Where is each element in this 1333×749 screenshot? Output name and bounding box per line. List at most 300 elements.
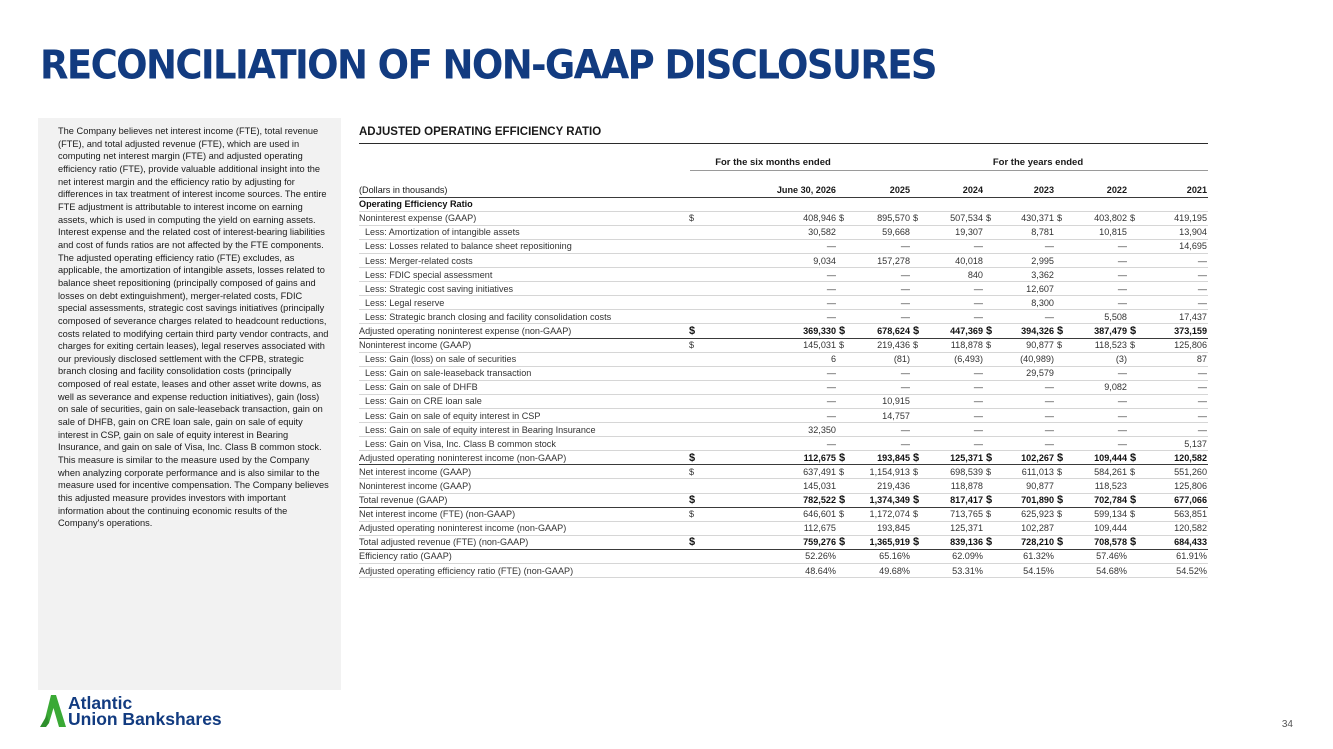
cell-value: 14,757 [882,410,910,421]
cell-value: 219,436 [877,340,910,351]
currency-symbol [1128,352,1138,366]
cell-value: 109,444 [1094,452,1127,463]
cell-value: 54.15% [1023,565,1054,576]
column-header-2023: 2023 [1033,184,1054,195]
currency-symbol [837,409,847,423]
currency-symbol: $ [913,466,919,477]
group-header-divider [690,170,1208,171]
row-label: Noninterest expense (GAAP) [359,213,477,224]
cell-value: 193,845 [877,452,910,463]
cell-value: 684,433 [1174,537,1207,548]
cell-value: 193,845 [877,523,910,534]
currency-symbol [1128,423,1138,437]
currency-symbol: $ [689,451,696,464]
table-header-row [359,183,1208,197]
cell-value: 61.32% [1023,551,1054,562]
cell-value: — [826,311,836,322]
cell-value: — [900,382,910,393]
currency-symbol [687,423,697,437]
cell-value: 728,210 [1021,537,1054,548]
currency-symbol [687,310,697,324]
cell-value: 394,326 [1021,325,1054,336]
row-label: Adjusted operating noninterest income (non-GAAP) [359,523,567,534]
currency-symbol [911,549,921,563]
cell-value: — [973,311,983,322]
cell-value: — [1044,438,1054,449]
table-row [359,535,1208,549]
currency-symbol [911,437,921,451]
currency-symbol [837,366,847,380]
cell-value: 702,784 [1094,495,1127,506]
cell-value: 125,371 [950,523,983,534]
cell-value: — [1044,396,1054,407]
currency-symbol [687,282,697,296]
table-row [359,465,1208,479]
cell-value: 120,582 [1174,523,1207,534]
currency-symbol [687,380,697,394]
cell-value: — [1117,297,1127,308]
cell-value: 61.91% [1176,551,1207,562]
currency-symbol [837,437,847,451]
cell-value: 1,365,919 [869,537,910,548]
cell-value: 403,802 [1094,213,1127,224]
cell-value: 30,582 [808,227,836,238]
table-row [359,366,1208,380]
currency-symbol [687,394,697,408]
currency-symbol [984,423,994,437]
currency-symbol: $ [839,213,845,224]
currency-symbol: $ [689,213,695,224]
currency-symbol [687,549,697,563]
currency-symbol: $ [1130,213,1136,224]
row-label: Less: Gain on Visa, Inc. Class B common stock [365,438,556,449]
currency-symbol [837,296,847,310]
row-label: Less: Gain on sale of equity interest in CSP [365,410,541,421]
cell-value: 1,172,074 [869,509,910,520]
cell-value: — [826,283,836,294]
cell-value: 54.68% [1096,565,1127,576]
group-header-six-months: For the six months ended [715,157,831,168]
row-label: Less: Losses related to balance sheet repositioning [365,241,572,252]
currency-symbol [1055,366,1065,380]
currency-symbol [911,394,921,408]
cell-value: (3) [1115,354,1127,365]
page-title: RECONCILIATION OF NON-GAAP DISCLOSURES [40,42,936,89]
table-row [359,564,1208,578]
cell-value: — [973,438,983,449]
currency-symbol: $ [986,340,992,351]
table-row [359,296,1208,310]
currency-symbol [1055,394,1065,408]
cell-value: — [973,410,983,421]
cell-value: — [1044,424,1054,435]
currency-symbol: $ [839,340,845,351]
row-label: Efficiency ratio (GAAP) [359,551,452,562]
row-label: Less: Gain on CRE loan sale [365,396,482,407]
currency-symbol [837,564,847,578]
table-row [359,394,1208,408]
cell-value: 6 [830,354,836,365]
row-label: Less: Merger-related costs [365,255,473,266]
currency-symbol [837,253,847,267]
cell-value: 54.52% [1176,565,1207,576]
currency-symbol [1055,282,1065,296]
cell-value: 120,582 [1174,452,1207,463]
cell-value: 118,523 [1094,340,1127,351]
row-label: Less: Strategic cost saving initiatives [365,283,514,294]
currency-symbol: $ [689,536,696,549]
table-row [359,352,1208,366]
row-label: Less: FDIC special assessment [365,269,493,280]
currency-symbol [984,352,994,366]
currency-symbol [687,352,697,366]
cell-value: 8,781 [1031,227,1054,238]
currency-symbol [837,394,847,408]
currency-symbol: $ [986,509,992,520]
currency-symbol: $ [689,324,696,337]
cell-value: — [973,424,983,435]
currency-symbol [1128,409,1138,423]
row-label: Adjusted operating efficiency ratio (FTE) (non-GAAP) [359,565,574,576]
cell-value: — [973,396,983,407]
currency-symbol [687,521,697,535]
currency-symbol [984,394,994,408]
currency-symbol [911,253,921,267]
cell-value: 387,479 [1094,325,1127,336]
logo-text-line1: Atlantic [68,693,133,713]
cell-value: 678,624 [877,325,910,336]
table-row [359,324,1208,338]
currency-symbol: $ [1057,466,1063,477]
table-row [359,409,1208,423]
section-label-row [359,197,1208,211]
cell-value: 145,031 [803,481,836,492]
cell-value: 563,851 [1174,509,1207,520]
cell-value: — [1197,382,1207,393]
currency-symbol [837,352,847,366]
cell-value: — [826,396,836,407]
cell-value: — [900,269,910,280]
cell-value: 102,267 [1021,452,1054,463]
currency-symbol: $ [689,466,695,477]
table-row [359,507,1208,521]
currency-symbol: $ [913,213,919,224]
currency-symbol [687,225,697,239]
cell-value: (6,493) [954,354,983,365]
cell-value: 65.16% [879,551,910,562]
cell-value: 48.64% [805,565,836,576]
row-label: Less: Gain on sale-leaseback transaction [365,368,532,379]
row-label: Less: Gain (loss) on sale of securities [365,354,517,365]
cell-value: — [1197,283,1207,294]
cell-value: — [1197,269,1207,280]
cell-value: — [973,297,983,308]
cell-value: 52.26% [805,551,836,562]
currency-symbol [837,521,847,535]
cell-value: 29,579 [1026,368,1054,379]
row-label: Noninterest income (GAAP) [359,340,472,351]
table-row [359,253,1208,267]
currency-symbol [984,225,994,239]
cell-value: — [900,438,910,449]
table-row [359,310,1208,324]
row-label: Net interest income (FTE) (non-GAAP) [359,509,516,520]
sidebar-panel [38,118,341,690]
page-number: 34 [1281,719,1293,730]
currency-symbol [911,268,921,282]
row-label: Less: Amortization of intangible assets [365,227,520,238]
group-header-years: For the years ended [992,157,1084,168]
currency-symbol: $ [689,494,696,507]
currency-symbol: $ [986,494,993,507]
currency-symbol [984,549,994,563]
currency-symbol [911,310,921,324]
table-row [359,521,1208,535]
table-row [359,282,1208,296]
cell-value: — [1197,255,1207,266]
currency-symbol [911,380,921,394]
cell-value: — [1197,396,1207,407]
currency-symbol [911,564,921,578]
cell-value: 584,261 [1094,466,1127,477]
table-row [359,479,1208,493]
currency-symbol [687,409,697,423]
cell-value: 102,287 [1021,523,1054,534]
cell-value: 430,371 [1021,213,1054,224]
currency-symbol: $ [986,324,993,337]
cell-value: 839,136 [950,537,983,548]
table-row [359,437,1208,451]
cell-value: — [973,368,983,379]
cell-value: — [1044,410,1054,421]
currency-symbol [1055,479,1065,493]
currency-symbol [984,521,994,535]
cell-value: 782,522 [803,495,836,506]
logo-text-line2: Union Bankshares [68,709,222,729]
currency-symbol: $ [1130,466,1136,477]
currency-symbol [1055,437,1065,451]
cell-value: 118,878 [950,340,983,351]
cell-value: 373,159 [1174,325,1207,336]
cell-value: — [1117,269,1127,280]
currency-symbol: $ [986,451,993,464]
efficiency-ratio-table [359,183,1208,578]
currency-symbol [1128,239,1138,253]
cell-value: 10,815 [1099,227,1127,238]
cell-value: 19,307 [955,227,983,238]
currency-symbol [837,225,847,239]
cell-value: (81) [893,354,910,365]
row-label: Noninterest income (GAAP) [359,481,472,492]
currency-symbol: $ [1057,324,1064,337]
cell-value: 9,034 [813,255,836,266]
cell-value: — [1117,283,1127,294]
section-label: Operating Efficiency Ratio [359,199,473,210]
currency-symbol: $ [1130,509,1136,520]
cell-value: 677,066 [1174,495,1207,506]
cell-value: 57.46% [1096,551,1127,562]
currency-symbol [687,268,697,282]
currency-symbol [1128,225,1138,239]
currency-symbol: $ [839,451,846,464]
table-row [359,549,1208,563]
currency-symbol [837,310,847,324]
currency-symbol [687,366,697,380]
cell-value: 408,946 [803,213,836,224]
currency-symbol [984,366,994,380]
cell-value: 62.09% [952,551,983,562]
table-row [359,239,1208,253]
currency-symbol: $ [1130,536,1137,549]
cell-value: 112,675 [803,523,836,534]
currency-symbol [984,564,994,578]
currency-symbol [1055,268,1065,282]
cell-value: 8,300 [1031,297,1054,308]
currency-symbol [1055,296,1065,310]
cell-value: 646,601 [803,509,836,520]
cell-value: — [1117,368,1127,379]
currency-symbol: $ [1130,340,1136,351]
currency-symbol [911,521,921,535]
cell-value: — [826,269,836,280]
currency-symbol: $ [839,536,846,549]
cell-value: 817,417 [950,495,983,506]
row-label: Adjusted operating noninterest income (non-GAAP) [359,452,567,463]
cell-value: — [826,382,836,393]
cell-value: — [900,311,910,322]
cell-value: 625,923 [1021,509,1054,520]
currency-symbol [1128,366,1138,380]
cell-value: 895,570 [877,213,910,224]
cell-value: — [1197,410,1207,421]
currency-symbol [1128,437,1138,451]
cell-value: 369,330 [803,325,836,336]
currency-symbol [984,409,994,423]
currency-symbol [911,423,921,437]
currency-symbol [911,479,921,493]
currency-symbol [1055,352,1065,366]
row-label: Less: Gain on sale of DHFB [365,382,478,393]
column-header-2024: 2024 [962,184,983,195]
cell-value: 59,668 [882,227,910,238]
cell-value: 125,371 [950,452,983,463]
row-label: Less: Gain on sale of equity interest in Bearing Insurance [365,424,596,435]
currency-symbol [911,352,921,366]
cell-value: — [826,241,836,252]
cell-value: 125,806 [1174,481,1207,492]
currency-symbol [1055,253,1065,267]
cell-value: — [826,438,836,449]
cell-value: 17,437 [1179,311,1207,322]
cell-value: 3,362 [1031,269,1054,280]
cell-value: (40,989) [1020,354,1054,365]
cell-value: — [973,241,983,252]
currency-symbol [984,310,994,324]
cell-value: 87 [1196,354,1207,365]
currency-symbol [984,239,994,253]
currency-symbol [1055,409,1065,423]
row-label: Total revenue (GAAP) [359,495,448,506]
cell-value: 713,765 [950,509,983,520]
currency-symbol: $ [1057,213,1063,224]
currency-symbol: $ [913,324,920,337]
cell-value: — [900,283,910,294]
cell-value: 118,878 [950,481,983,492]
currency-symbol [984,479,994,493]
table-row [359,268,1208,282]
currency-symbol [1128,394,1138,408]
cell-value: 708,578 [1094,537,1127,548]
currency-symbol [1128,296,1138,310]
cell-value: 611,013 [1021,466,1054,477]
cell-value: 840 [967,269,983,280]
column-header-label: (Dollars in thousands) [359,184,448,195]
currency-symbol: $ [1130,324,1137,337]
cell-value: — [1044,311,1054,322]
currency-symbol: $ [1057,509,1063,520]
currency-symbol [687,239,697,253]
cell-value: — [900,424,910,435]
currency-symbol: $ [1057,494,1064,507]
cell-value: 759,276 [803,537,836,548]
currency-symbol [1128,282,1138,296]
currency-symbol [984,296,994,310]
currency-symbol [837,268,847,282]
cell-value: 507,534 [950,213,983,224]
currency-symbol [984,380,994,394]
currency-symbol [837,479,847,493]
currency-symbol [837,282,847,296]
cell-value: 698,539 [950,466,983,477]
cell-value: — [826,410,836,421]
currency-symbol [1128,268,1138,282]
column-header-2021: 2021 [1186,184,1207,195]
title-divider [359,143,1208,144]
cell-value: 1,154,913 [869,466,910,477]
currency-symbol [1055,380,1065,394]
row-label: Less: Legal reserve [365,297,445,308]
currency-symbol: $ [986,466,992,477]
currency-symbol [1055,310,1065,324]
cell-value: — [1117,241,1127,252]
currency-symbol [687,437,697,451]
currency-symbol [1128,479,1138,493]
cell-value: — [826,368,836,379]
cell-value: 10,915 [882,396,910,407]
cell-value: — [900,368,910,379]
currency-symbol [1055,521,1065,535]
cell-value: — [900,297,910,308]
sidebar-description: The Company believes net interest income (FTE), total revenue (FTE), and total adjusted revenue (FTE), which are used in computing net interest margin (FTE) and adjusted operating efficiency ratio (FTE), provide valuable additional insight into the net interest margin and the efficiency ratio by adjusting for differences in tax treatment of interest income sources. The entire FTE adjustment is attributable to interest income on earning assets, which is used in computing the yield on earning assets. Interest expense and the related cost of interest-bearing liabilities and cost of funds ratios are not affected by the FTE components. The adjusted operating efficiency ratio (FTE) excludes, as applicable, the amortization of intangible assets, losses related to balance sheet repositioning (principally composed of gains and losses on debt extinguishment), merger-related costs, FDIC special assessments, strategic cost savings initiatives (principally composed of severance charges related to headcount reductions, costs related to modifying certain third party vendor contracts, and charges for exiting certain leases), legal reserves associated with our previously disclosed settlement with the CFPB, strategic branch closing and facility consolidation costs (principally composed of real estate, leases and other asset write downs, as well as severance and expense reduction initiatives), gain (loss) on sale of securities, gain on sale-leaseback transaction, gain on sale of DHFB, gain on CRE loan sale, gain on sale of equity interest in CSP, gain on sale of equity interest in Bearing Insurance, and gain on sale of Visa, Inc. Class B common stock. This measure is similar to the measure used by the Company when analyzing corporate performance and is also similar to the measure used for incentive compensation. The Company believes this adjusted measure provides investors with important information about the continuing economic results of the Company's operations. [58,126,329,529]
cell-value: 157,278 [877,255,910,266]
currency-symbol: $ [913,494,920,507]
currency-symbol: $ [913,509,919,520]
currency-symbol [837,423,847,437]
cell-value: — [1197,424,1207,435]
currency-symbol: $ [839,324,846,337]
currency-symbol [911,366,921,380]
column-header-2025: 2025 [889,184,910,195]
table-row [359,225,1208,239]
company-logo [40,693,270,731]
currency-symbol [1128,253,1138,267]
currency-symbol [1128,310,1138,324]
currency-symbol [911,296,921,310]
currency-symbol [1055,423,1065,437]
currency-symbol [687,296,697,310]
cell-value: 40,018 [955,255,983,266]
cell-value: 12,607 [1026,283,1054,294]
